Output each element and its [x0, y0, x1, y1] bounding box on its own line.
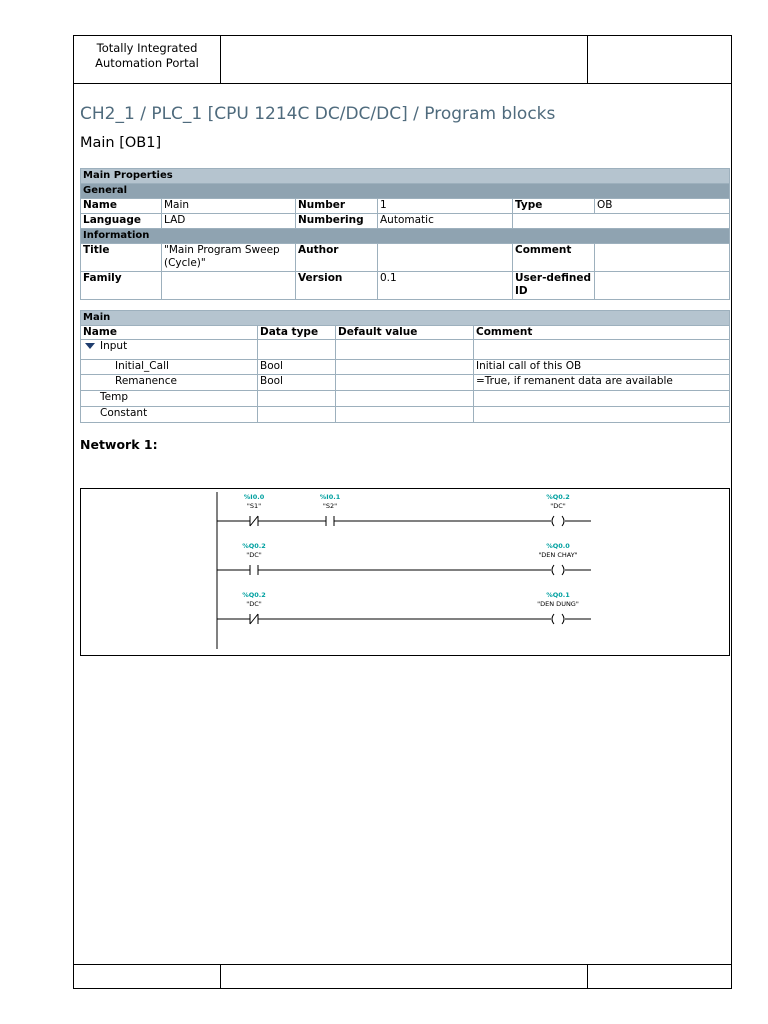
contact-address: %I0.1 — [319, 493, 341, 501]
interface-section-header: Main — [81, 311, 730, 326]
coil-tag: "DC" — [550, 502, 566, 510]
row-comment — [474, 391, 730, 407]
family-label: Family — [81, 272, 162, 300]
coil-tag: "DEN DUNG" — [537, 600, 579, 608]
row-comment — [474, 340, 730, 360]
portal-name-line1: Totally Integrated — [96, 41, 198, 55]
numbering-label: Numbering — [296, 214, 378, 229]
contact-address: %I0.0 — [243, 493, 265, 501]
interface-table — [80, 310, 730, 423]
row-comment: Initial call of this OB — [474, 360, 730, 375]
properties-table — [80, 168, 730, 300]
general-section-header: General — [81, 184, 730, 199]
name-label: Name — [81, 199, 162, 214]
row-comment: =True, if remanent data are available — [474, 375, 730, 391]
row-default — [336, 340, 474, 360]
language-label: Language — [81, 214, 162, 229]
number-value: 1 — [378, 199, 513, 214]
row-name: Initial_Call — [81, 360, 258, 375]
coil-address: %Q0.2 — [546, 493, 570, 501]
column-header-comment: Comment — [474, 326, 730, 340]
row-default — [336, 375, 474, 391]
row-default — [336, 391, 474, 407]
coil-right-arc — [562, 614, 564, 624]
contact-tag: "S2" — [322, 502, 338, 510]
contact-nc-slash — [250, 516, 258, 526]
family-value — [162, 272, 296, 300]
page-title: CH2_1 / PLC_1 [CPU 1214C DC/DC/DC] / Program blocks — [80, 104, 556, 124]
page-footer — [74, 964, 731, 988]
column-header-default-value: Default value — [336, 326, 474, 340]
footer-middle-cell — [221, 965, 588, 988]
header-middle-cell — [221, 36, 588, 83]
type-label: Type — [513, 199, 595, 214]
row-name: Remanence — [81, 375, 258, 391]
page-header — [74, 36, 731, 84]
user-defined-id-label: User-defined ID — [513, 272, 595, 300]
number-label: Number — [296, 199, 378, 214]
row-name: Input — [100, 340, 128, 352]
title-value: "Main Program Sweep (Cycle)" — [162, 244, 296, 272]
row-type: Bool — [258, 360, 336, 375]
information-section-header: Information — [81, 229, 730, 244]
row-name: Constant — [81, 407, 258, 423]
row-comment — [474, 407, 730, 423]
contact-address: %Q0.2 — [242, 542, 266, 550]
collapse-triangle-icon[interactable] — [85, 343, 95, 349]
empty-cell — [513, 214, 730, 229]
contact-tag: "S1" — [246, 502, 262, 510]
block-title: Main [OB1] — [80, 135, 162, 151]
row-default — [336, 360, 474, 375]
version-value: 0.1 — [378, 272, 513, 300]
coil-left-arc — [552, 565, 554, 575]
coil-address: %Q0.1 — [546, 591, 570, 599]
title-label: Title — [81, 244, 162, 272]
header-right-cell — [588, 36, 733, 83]
row-default — [336, 407, 474, 423]
numbering-value: Automatic — [378, 214, 513, 229]
contact-tag: "DC" — [246, 600, 262, 608]
network-title: Network 1: — [80, 437, 158, 452]
language-value: LAD — [162, 214, 296, 229]
coil-address: %Q0.0 — [546, 542, 570, 550]
column-header-data-type: Data type — [258, 326, 336, 340]
coil-right-arc — [562, 565, 564, 575]
row-type — [258, 407, 336, 423]
portal-name — [74, 36, 221, 83]
row-type — [258, 391, 336, 407]
portal-name-line2: Automation Portal — [95, 56, 199, 70]
comment-value — [595, 244, 730, 272]
coil-tag: "DEN CHAY" — [538, 551, 578, 559]
ladder-network — [80, 488, 730, 656]
comment-label: Comment — [513, 244, 595, 272]
ladder-diagram — [81, 489, 729, 655]
version-label: Version — [296, 272, 378, 300]
coil-left-arc — [552, 614, 554, 624]
column-header-name: Name — [81, 326, 258, 340]
footer-left-cell — [74, 965, 221, 988]
table-row[interactable] — [81, 340, 258, 360]
contact-address: %Q0.2 — [242, 591, 266, 599]
row-name: Temp — [81, 391, 258, 407]
author-value — [378, 244, 513, 272]
coil-left-arc — [552, 516, 554, 526]
coil-right-arc — [562, 516, 564, 526]
type-value: OB — [595, 199, 730, 214]
user-defined-id-value — [595, 272, 730, 300]
row-type: Bool — [258, 375, 336, 391]
contact-tag: "DC" — [246, 551, 262, 559]
name-value: Main — [162, 199, 296, 214]
author-label: Author — [296, 244, 378, 272]
contact-nc-slash — [250, 614, 258, 624]
row-type — [258, 340, 336, 360]
properties-section-header: Main Properties — [81, 169, 730, 184]
